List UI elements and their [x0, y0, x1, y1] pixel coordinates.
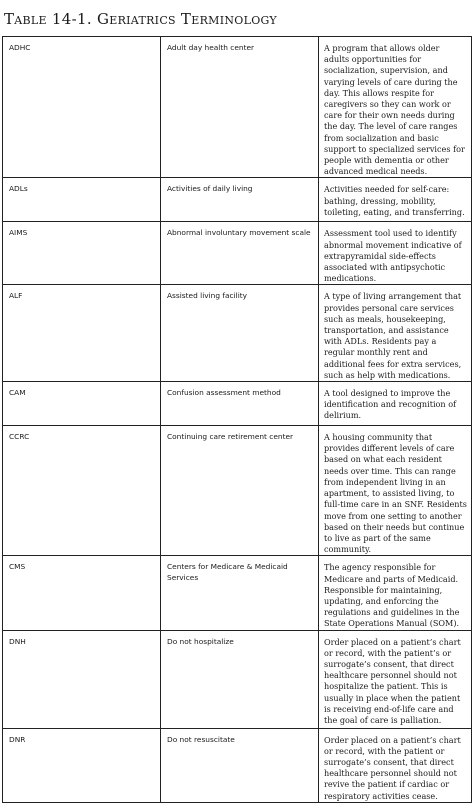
- definition-cell: The agency responsible for Medicare and parts of Medicaid. Responsible for maintaining, updating, and enforcing the regulations and guidelines in the State Operations Manual (SOM).: [319, 556, 472, 630]
- term-cell: Do not hospitalize: [161, 630, 319, 728]
- abbreviation-cell: DNH: [3, 630, 161, 728]
- table-row: [3, 728, 472, 802]
- abbreviation-cell: ADLs: [3, 178, 161, 222]
- definition-cell: A housing community that provides different levels of care based on what each resident needs over time. This can range from independent living in an apartment, to assisted living, to full-time care in an SNF. Residents move from one setting to another based on their needs but continue to live as part of the same community.: [319, 426, 472, 556]
- terminology-table: [2, 36, 472, 803]
- abbreviation-cell: ADHC: [3, 37, 161, 178]
- term-cell: Abnormal involuntary movement scale: [161, 222, 319, 285]
- abbreviation-cell: DNR: [3, 728, 161, 802]
- definition-cell: A program that allows older adults opportunities for socialization, supervision, and varying levels of care during the day. This allows respite for caregivers so they can work or care for their own needs during the day. The level of care ranges from socialization and basic support to specialized services for people with dementia or other advanced medical needs.: [319, 37, 472, 178]
- table-row: [3, 556, 472, 630]
- table-row: [3, 285, 472, 382]
- term-cell: Assisted living facility: [161, 285, 319, 382]
- definition-cell: Order placed on a patient’s chart or record, with the patient or surrogate’s consent, that direct healthcare personnel should not revive the patient if cardiac or respiratory activities cease.: [319, 728, 472, 802]
- page-title: Table 14-1. Geriatrics Terminology: [4, 10, 277, 28]
- definition-cell: Activities needed for self-care: bathing, dressing, mobility, toileting, eating, and transferring.: [319, 178, 472, 222]
- term-cell: Do not resuscitate: [161, 728, 319, 802]
- table-row: [3, 630, 472, 728]
- term-cell: Adult day health center: [161, 37, 319, 178]
- table-row: [3, 222, 472, 285]
- term-cell: Confusion assessment method: [161, 382, 319, 426]
- term-cell: Centers for Medicare & Medicaid Services: [161, 556, 319, 630]
- table-row: [3, 178, 472, 222]
- term-cell: Activities of daily living: [161, 178, 319, 222]
- term-cell: Continuing care retirement center: [161, 426, 319, 556]
- table-row: [3, 37, 472, 178]
- definition-cell: A type of living arrangement that provides personal care services such as meals, housekeeping, transportation, and assistance with ADLs. Residents pay a regular monthly rent and additional fees for extra services, such as help with medications.: [319, 285, 472, 382]
- abbreviation-cell: AIMS: [3, 222, 161, 285]
- table-row: [3, 382, 472, 426]
- definition-cell: Assessment tool used to identify abnormal movement indicative of extrapyramidal side-effects associated with antipsychotic medications.: [319, 222, 472, 285]
- abbreviation-cell: ALF: [3, 285, 161, 382]
- abbreviation-cell: CAM: [3, 382, 161, 426]
- abbreviation-cell: CMS: [3, 556, 161, 630]
- abbreviation-cell: CCRC: [3, 426, 161, 556]
- definition-cell: A tool designed to improve the identification and recognition of delirium.: [319, 382, 472, 426]
- table-row: [3, 426, 472, 556]
- definition-cell: Order placed on a patient’s chart or record, with the patient’s or surrogate’s consent, that direct healthcare personnel should not hospitalize the patient. This is usually in place when the patient is receiving end-of-life care and the goal of care is palliation.: [319, 630, 472, 728]
